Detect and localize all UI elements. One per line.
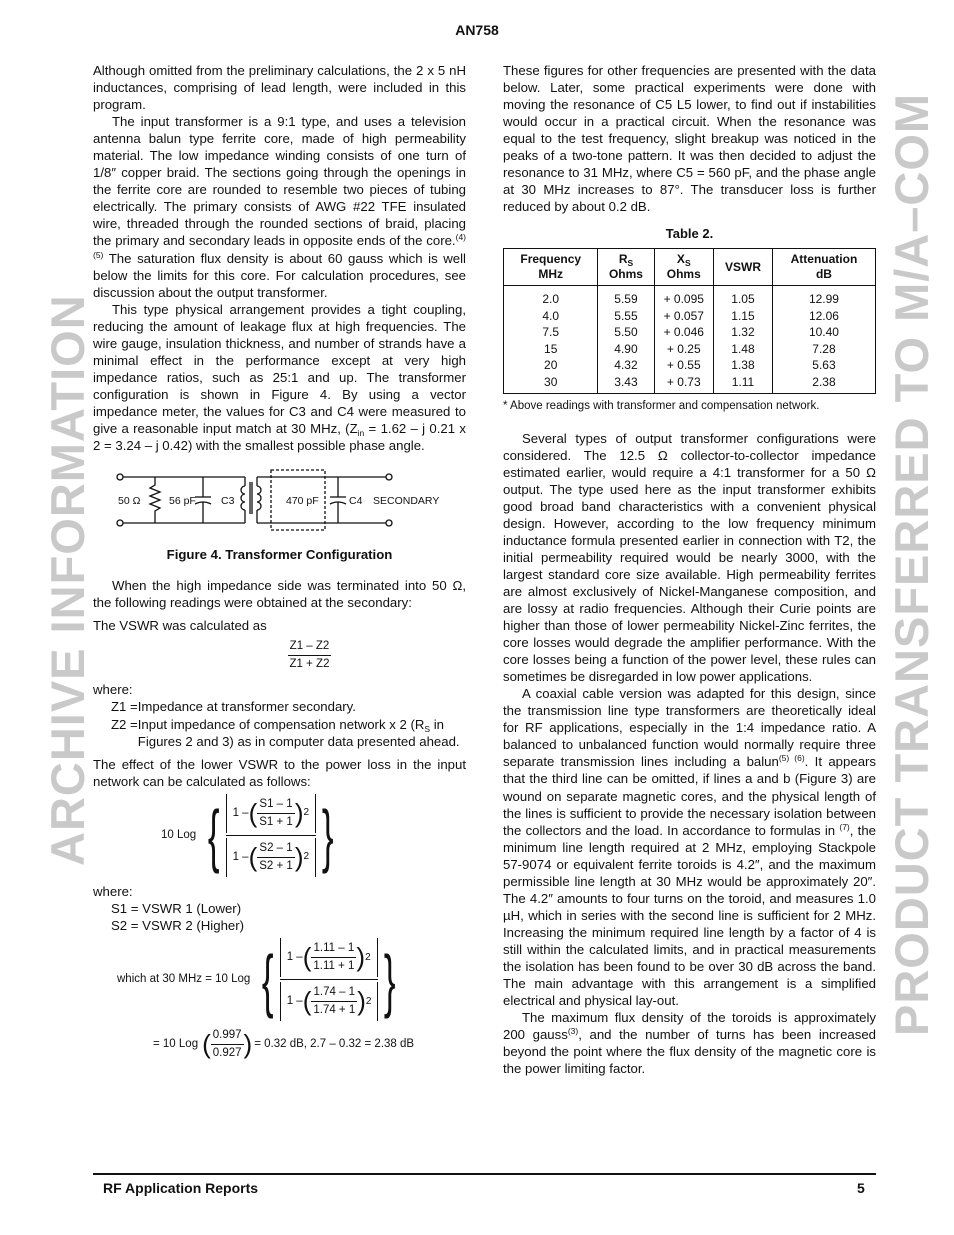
data-table [503,248,876,394]
table-cell: 1.32 [714,324,773,341]
table-cell: 1.05 [714,286,773,308]
table-cell: + 0.73 [654,374,713,394]
transformer-schematic [93,466,466,534]
table-cell: 1.11 [714,374,773,394]
numeric-equation: which at 30 MHz = 10 Log { 1 – ( $\frac{1.11 - 1}{1.11 + 1}$ ) 2 1 – ( $\frac{1.74 - 1}{1.74 + 1}$ ) 2 } [117,938,466,1021]
table-cell: 4.32 [598,357,654,374]
resistor-label: 50 Ω [118,495,141,508]
page-number: 5 [857,1180,865,1196]
table-cell: 12.06 [772,308,875,325]
table-cell: + 0.046 [654,324,713,341]
paragraph: Although omitted from the preliminary calculations, the 2 x 5 nH inductances, comprising of lead length, were included in this program. [93,63,466,113]
paragraph: The effect of the lower VSWR to the power loss in the input network can be calculated as follows: [93,756,466,789]
where-label: where: [93,682,133,698]
table-row [504,286,876,308]
table-cell: 1.48 [714,341,773,358]
table-cell: 2.38 [772,374,875,394]
footer-rule [93,1173,876,1175]
paragraph: The input transformer is a 9:1 type, and uses a television antenna balun type ferrite core, made of high permeability material. The low impedance winding consists of one turn of 1/8″ copper braid. The sections going through the openings in the ferrite core are rounded to resemble two pieces of tubing electrically. The primary consists of AWG #22 TFE insulated wire, threaded through the rounded sections of braid, placing the primary and secondary leads in opposite ends of the core.$^{(4) (5)}$ The saturation flux density is about 60 gauss which is well below the limits for this core. For calculation procedures, see discussion about the output transformer. [93,114,466,300]
table-cell: 10.40 [772,324,875,341]
table-cell: + 0.057 [654,308,713,325]
table-cell: + 0.095 [654,286,713,308]
table-cell: 12.99 [772,286,875,308]
table-cell: + 0.25 [654,341,713,358]
footer-title: RF Application Reports [103,1180,259,1196]
table-cell: 1.38 [714,357,773,374]
power-loss-equation: 10 Log { 1 – ( $\frac{S1 - 1}{S1 + 1}$ ) 2 1 – ( $\frac{S2 - 1}{S2 + 1}$ ) 2 } [161,794,466,877]
paragraph: Several types of output transformer configurations were considered. The 12.5 Ω collector-to-collector impedance estimated earlier, would require a 4:1 transformer for a 50 Ω output. The type used here as the input transformer exhibits good broad band characteristics with a convenient physical design. However, according to the low frequency minimum inductance formula presented earlier in connection with T2, the initial permeability required would be nearly 3000, with the largest standard core size available. High permeability ferrites are almost exclusively of Nickel-Manganese composition, and are lossy at radio frequencies. Although their Curie points are higher than those of lower permeability Nickel-Zinc ferrites, the core losses would degrade the amplifier performance. With the core losses being a function of the power level, these rules can sometimes be disregarded in low power applications. [503,430,876,685]
figure-4-transformer [93,466,466,538]
table-cell: 30 [504,374,598,394]
where-label: where: [93,883,133,899]
table-cell: 15 [504,341,598,358]
list-item: Z1 = Impedance at transformer secondary. [111,699,356,715]
table-row [504,374,876,394]
table-header-cell: Attenuation dB [772,249,875,286]
table-cell: 2.0 [504,286,598,308]
table-header-cell: Frequency MHz [504,249,598,286]
table-row [504,324,876,341]
right-column [503,62,876,1077]
capacitor-470pf-label: 470 pF [286,495,319,508]
figure-caption: Figure 4. Transformer Configuration [166,547,393,563]
table-caption: Table 2. [665,226,714,242]
definition-list [111,698,466,749]
table-cell: 3.43 [598,374,654,394]
c3-label: C3 [221,495,235,508]
table-header-cell: $R_S$ Ohms [598,249,654,286]
paragraph: The VSWR was calculated as [93,618,267,634]
table-cell: 1.15 [714,308,773,325]
table-cell: 20 [504,357,598,374]
result-equation: = 10 Log ( $\frac{0.997}{0.927}$ ) = 0.32 dB, 2.7 – 0.32 = 2.38 dB [153,1029,415,1060]
table-cell: 4.0 [504,308,598,325]
paragraph: These figures for other frequencies are presented with the data below. Later, some practical experiments were done with moving the resonance of C5 L5 lower, to find out if instabilities would occur in a practical circuit. When the resonance was equal to the test frequency, slight breakup was noticed in the peaks of a two-tone pattern. It was then decided to adjust the resonance to 31 MHz, where C5 = 560 pF, and the phase angle at 30 MHz increases to 87°. The transducer loss is further reduced by about 0.2 dB. [503,63,876,215]
table-cell: 5.63 [772,357,875,374]
paragraph: When the high impedance side was terminated into 50 Ω, the following readings were obtained at the secondary: [93,578,466,611]
table-cell: 5.50 [598,324,654,341]
list-item: Z2 = Input impedance of compensation network x 2 ($R_S$ in Figures 2 and 3) as in computer data presented ahead. [111,716,460,749]
left-column [93,62,466,1062]
table-cell: 7.5 [504,324,598,341]
table-row [504,357,876,374]
table-cell: 7.28 [772,341,875,358]
definition-list [111,900,466,934]
table-note: * Above readings with transformer and compensation network. [503,400,820,413]
list-item: S1 = VSWR 1 (Lower) [111,900,242,916]
watermark-left: ARCHIVE INFORMATION [41,294,94,866]
c4-label: C4 [349,495,363,508]
table-header-cell: $X_S$ Ohms [654,249,713,286]
table-cell: 4.90 [598,341,654,358]
capacitor-56pf-label: 56 pF [169,495,196,508]
table-row [504,308,876,325]
paragraph: A coaxial cable version was adapted for this design, since the transmission line type transformers are theoretically ideal for RF applications, especially in the 1:4 impedance ratio. A balanced to unbalanced function would normally require three separate transmission lines including a balun$^{(5) (6)}$. It appears that the third line can be omitted, if lines a and b (Figure 3) are wound on separate magnetic cores, and the physical length of the lines is sufficient to provide the necessary isolation between the collectors and the load. In accordance to formulas in $^{(7)}$, the minimum line length required at 2 MHz, employing Stackpole 57-9074 or equivalent ferrite toroids is 4.2″, and the maximum permissible line length at 30 MHz would be approximately 20″. The 4.2″ amounts to four turns on the toroid, and measures 1.0 µH, which in series with the second line is sufficient for 2 MHz. Increasing the minimum required line length by a factor of 4 is still within the calculated limits, and in practical measurements the isolation has been found to be over 30 dB across the band. The main advantage with this arrangement is a simplified electrical and physical lay-out. [503,686,877,1009]
table-row [504,341,876,358]
paragraph: This type physical arrangement provides a tight coupling, reducing the amount of leakage flux at high frequencies. The wire gauge, insulation thickness, and number of strands have a minimal effect in the performance except at very high impedance ratios, such as 25:1 and up. The transformer configuration is shown in Figure 4. By using a vector impedance meter, the values for C3 and C4 were measured to give a reasonable input match at 30 MHz, ($Z_{in} = 1.62 - j$ 0.21 x 2 = 3.24 – j 0.42) with the smallest possible phase angle. [93,301,466,454]
watermark-right: PRODUCT TRANSFERRED TO M/A–COM [885,92,938,1036]
list-item: S2 = VSWR 2 (Higher) [111,917,245,933]
secondary-label: SECONDARY [373,495,440,508]
table-cell: 5.59 [598,286,654,308]
paragraph: The maximum flux density of the toroids is approximately 200 gauss$^{(3)}$, and the number of turns has been increased beyond the point where the flux density of the magnetic core is the power limiting factor. [503,1010,877,1077]
document-id-header: AN758 [455,22,499,38]
table-cell: 5.55 [598,308,654,325]
vswr-equation: $\frac{Z1 - Z2}{Z1 + Z2}$ [289,640,330,671]
table-header-cell: VSWR [714,249,773,286]
table-cell: + 0.55 [654,357,713,374]
